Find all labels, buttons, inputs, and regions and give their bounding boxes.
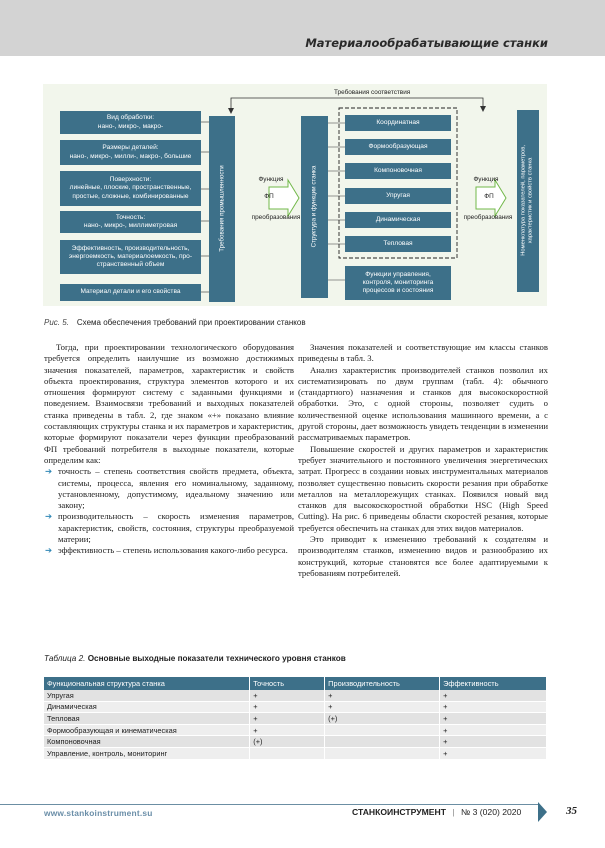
table-cell: Динамическая [44,701,250,713]
body-column-left [44,342,294,557]
figure-caption-text: Схема обеспечения требований при проектировании станков [76,318,306,327]
fp-transform-label-left: преобразования [251,214,301,221]
fp-label-left: ФП [264,193,274,200]
bullet-arrow-icon: ➔ [45,545,53,556]
conformity-requirements-label: Требования соответствия [334,89,411,96]
body-paragraph: Это приводит к изменению требований к создателям и производителям станков, изменению видов и разнообразию их конструкций, которые становятся все более адаптируемыми к требованиям потребителей. [298,534,548,578]
page-number: 35 [566,805,577,817]
footer-issue: № 3 (020) 2020 [461,807,522,817]
list-item-text: точность – степень соответствия свойств предмета, объекта, системы, процесса, явления его номинальному, заданному, установленному, допустимому, идеальному значению или закону; [58,466,294,511]
table-header-cell: Функциональная структура станка [44,677,250,690]
input-box-efficiency: Эффективность, производительность, энергоемкость, материалоемкость, про- странственный объем [60,240,201,274]
table-row [44,747,547,759]
table-cell: Компоновочная [44,736,250,748]
table-cell: + [440,690,547,701]
table-label: Таблица 2. [44,654,86,663]
table-cell: + [440,747,547,759]
vbar-indicators-nomenclature-label: Номенклатура показателей, параметров, характеристик и свойств станка [520,145,534,256]
table-cell [325,724,440,736]
table-header-cell: Производительность [325,677,440,690]
figure-caption-label: Рис. 5. [44,318,69,327]
footer-journal-info [352,807,521,817]
body-paragraph: Анализ характеристик производителей станков позволил их систематизировать по двум группам (табл. 4): обычного (стандартного) назначения и станков для высокоскоростной обработки. Это, с одной стороны, позволяет судить о количественной оценке использования машинного времени, а с другой стороны, дает возможность увидеть тенденции в изменении рассматриваемых параметров. [298,364,549,443]
body-paragraph: Значения показателей и соответствующие им классы станков приведены в табл. 3. [298,342,548,364]
table-title [44,654,346,663]
figure-caption [44,318,306,327]
footer-separator: | [452,807,455,817]
body-paragraph: Тогда, при проектировании технологического оборудования требуется определить наилучшие из возможно достижимых значения показателей, параметров, характеристик и свойств объекта проектирования, структура элементов которого и их отношения формируют систему с заданными функциями и поведением. Взаимосвязи требований и выходных показателей станка приведены в табл. 2, где знаком «+» показано влияние составляющих структуры станка и их параметров и характеристик, которые формируют показатели через функции преобразований ФП требований потребителя в выходные показатели, которые определим как: [44,342,294,465]
table-cell: (+) [325,713,440,725]
function-box-coordinate: Координатная [345,115,451,131]
body-column-right [298,342,548,579]
table-cell [325,747,440,759]
input-box-processing-type: Вид обработки: нано-, микро-, макро- [60,111,201,134]
table-cell: + [250,724,325,736]
table-cell [250,747,325,759]
table-row [44,724,547,736]
table-cell: + [440,724,547,736]
table-cell: + [440,736,547,748]
table-cell: + [250,713,325,725]
list-item-text: производительность – скорость изменения параметров, характеристик, свойств, состояния, структуры преобразуемой материи; [58,511,294,545]
figure-diagram [43,84,547,306]
feedback-arrowhead-right [480,106,486,112]
definitions-list [44,466,294,556]
function-box-dynamic: Динамическая [345,212,451,228]
vbar-machine-structure-label: Структура и функции станка [310,165,318,248]
footer-website-link[interactable]: www.stankoinstrument.su [44,808,153,818]
footer-rule [0,804,538,805]
table-cell: + [250,701,325,713]
table-row [44,736,547,748]
feedback-arrowhead-left [228,108,234,114]
bullet-arrow-icon: ➔ [45,466,53,477]
vbar-machine-structure [301,116,328,298]
function-box-elastic: Упругая [345,188,451,204]
table-cell: + [440,701,547,713]
input-box-material: Материал детали и его свойства [60,284,201,301]
function-box-shaping: Формообразующая [345,139,451,155]
table-cell: Упругая [44,690,250,701]
table-header-row [44,677,547,690]
footer-magazine-name: СТАНКОИНСТРУМЕНТ [352,807,446,817]
input-box-surfaces: Поверхности: линейные, плоские, пространственные, простые, сложные, комбинированные [60,171,201,206]
fp-label-right: ФП [484,193,494,200]
table-row [44,713,547,725]
table-header-cell: Точность [250,677,325,690]
section-title: Материалообрабатывающие станки [305,36,548,50]
table-header-cell: Эффективность [440,677,547,690]
table-cell: + [325,701,440,713]
table-cell: + [250,690,325,701]
vbar-industry-requirements [209,116,235,302]
list-item [44,466,294,511]
table-row [44,690,547,701]
table-row [44,701,547,713]
vbar-industry-requirements-label: Требования промышленности [218,165,226,252]
fp-function-label-right: Функция [473,176,499,183]
control-functions-box: Функции управления, контроля, мониторинга процессов и состояния [345,266,451,300]
input-box-accuracy: Точность: нано-, микро-, миллиметровая [60,211,201,233]
body-paragraph: Повышение скоростей и других параметров и характеристик требует значительного и постоянного увеличения энергетических затрат. Прогресс в создании новых инструментальных материалов позволяет существенно повысить скорости резания при обработке металлов на металлорежущих станках. Появился новый вид станков для высокоскоростной обработки HSC (High Speed Cutting). На рис. 6 приведены области скоростей резания, которые требуется обеспечить на станках для этих видов материалов. [298,443,548,533]
function-box-thermal: Тепловая [345,236,451,252]
table-cell: + [440,713,547,725]
footer-chevron-icon [538,802,547,822]
table-cell: Тепловая [44,713,250,725]
table-cell: (+) [250,736,325,748]
fp-function-label-left: Функция [258,176,284,183]
table-cell: + [325,690,440,701]
list-item [44,511,294,545]
input-box-part-size: Размеры деталей: нано-, микро-, милли-, макро-, большие [60,140,201,165]
vbar-indicators-nomenclature [517,110,539,292]
table-cell: Формообразующая и кинематическая [44,724,250,736]
indicators-table [44,677,547,760]
list-item-text: эффективность – степень использования какого-либо ресурса. [58,545,288,556]
table-title-text: Основные выходные показатели технического уровня станков [87,654,346,663]
function-box-layout: Компоновочная [345,163,451,179]
list-item [44,545,294,556]
fp-transform-label-right: преобразования [463,214,513,221]
table-cell [325,736,440,748]
bullet-arrow-icon: ➔ [45,511,53,522]
table-cell: Управление, контроль, мониторинг [44,747,250,759]
